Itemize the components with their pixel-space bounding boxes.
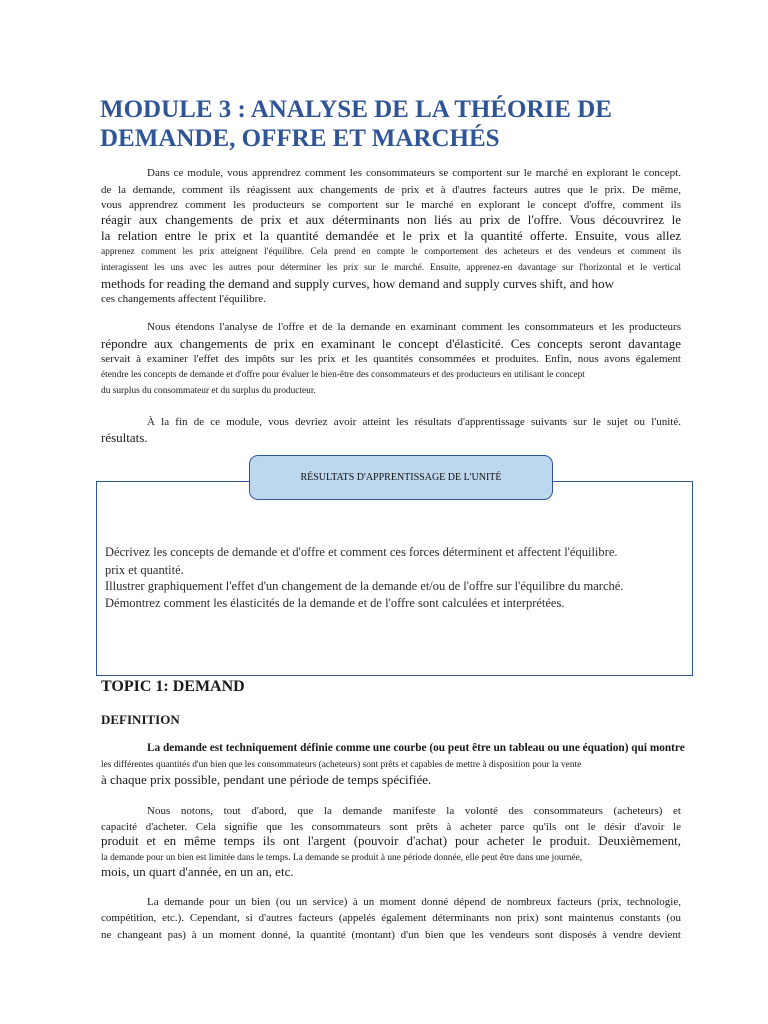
text-line: apprenez comment les prix atteignent l'équilibre. Cela prend en compte le comportement des acheteurs et des vendeurs et comment ils (101, 247, 681, 257)
text-line: produit et en même temps ils ont l'argent (pouvoir d'achat) pour acheter le produit. Deuxièmement, (101, 833, 681, 848)
text-line: Nous étendons l'analyse de l'offre et de la demande en examinant comment les consommateurs et les producteurs (147, 321, 681, 333)
text-line: répondre aux changements de prix en examinant le concept d'élasticité. Ces concepts seront davantage (101, 336, 681, 351)
outcome-item: Décrivez les concepts de demande et d'offre et comment ces forces déterminent et affectent l'équilibre. (105, 545, 618, 559)
learning-outcomes-header: RÉSULTATS D'APPRENTISSAGE DE L'UNITÉ (249, 455, 553, 500)
module-title: MODULE 3 : ANALYSE DE LA THÉORIE DE DEMANDE, OFFRE ET MARCHÉS (100, 96, 612, 152)
text-line: mois, un quart d'année, en un an, etc. (101, 864, 294, 879)
text-line: de la demande, comment ils réagissent aux changements de prix et à d'autres facteurs autres que le prix. De même, (101, 184, 681, 196)
text-line: la relation entre le prix et la quantité demandée et le prix et la quantité offerte. Ensuite, vous allez (101, 228, 681, 243)
text-line: Dans ce module, vous apprendrez comment les consommateurs se comportent sur le marché en explorant le concept. (147, 167, 681, 179)
text-line: à chaque prix possible, pendant une période de temps spécifiée. (101, 772, 432, 787)
definition-heading: DEFINITION (101, 712, 180, 727)
outcome-item: Démontrez comment les élasticités de la demande et de l'offre sont calculées et interprétées. (105, 596, 565, 610)
text-line: ces changements affectent l'équilibre. (101, 293, 266, 305)
text-line: methods for reading the demand and supply curves, how demand and supply curves shift, and how (101, 276, 615, 291)
text-line: ne changeant pas) à un moment donné, la quantité (montant) d'un bien que les vendeurs sont disposés à vendre devient (101, 929, 681, 941)
text-line: vous apprendrez comment les producteurs se comportent sur le marché en explorant le concept d'offre, comment ils (101, 199, 681, 211)
text-line: La demande est techniquement définie comme une courbe (ou peut être un tableau ou une équation) qui montre (147, 742, 685, 754)
text-line: les différentes quantités d'un bien que les consommateurs (acheteurs) sont prêts et capables de mettre à disposition pour la vente (101, 760, 582, 770)
text-line: étendre les concepts de demande et d'offre pour évaluer le bien-être des consommateurs et des producteurs en utilisant le concept (101, 370, 585, 380)
text-line: Nous notons, tout d'abord, que la demande manifeste la volonté des consommateurs (acheteurs) et (147, 805, 681, 817)
topic-heading: TOPIC 1: DEMAND (101, 678, 245, 695)
outcome-item: Illustrer graphiquement l'effet d'un changement de la demande et/ou de l'offre sur l'équilibre du marché. (105, 579, 624, 593)
text-line: la demande pour un bien est limitée dans le temps. La demande se produit à une période donnée, elle peut être dans une journée, (101, 853, 583, 863)
text-line: compétition, etc.). Cependant, si d'autres facteurs (appelés également déterminants non prix) sont maintenus constants (ou (101, 912, 681, 924)
text-line: du surplus du consommateur et du surplus du producteur. (101, 386, 316, 396)
text-line: servait à examiner l'effet des impôts sur les prix et les quantités consommées et produites. Enfin, nous avons également (101, 353, 681, 365)
text-line: interagissent les uns avec les autres pour déterminer les prix sur le marché. Ensuite, apprenez-en davantage sur l'horizontal et le vertical (101, 263, 681, 273)
text-line: À la fin de ce module, vous devriez avoir atteint les résultats d'apprentissage suivants sur le sujet ou l'unité. (147, 416, 681, 428)
outcome-item: prix et quantité. (105, 563, 184, 577)
text-line: capacité d'acheter. Cela signifie que les consommateurs sont prêts à acheter parce qu'ils ont le désir d'avoir le (101, 821, 681, 833)
text-line: réagir aux changements de prix et aux déterminants non liés au prix de l'offre. Vous découvrirez le (101, 212, 681, 227)
text-line: résultats. (101, 430, 148, 445)
text-line: La demande pour un bien (ou un service) à un moment donné dépend de nombreux facteurs (prix, technologie, (147, 896, 681, 908)
